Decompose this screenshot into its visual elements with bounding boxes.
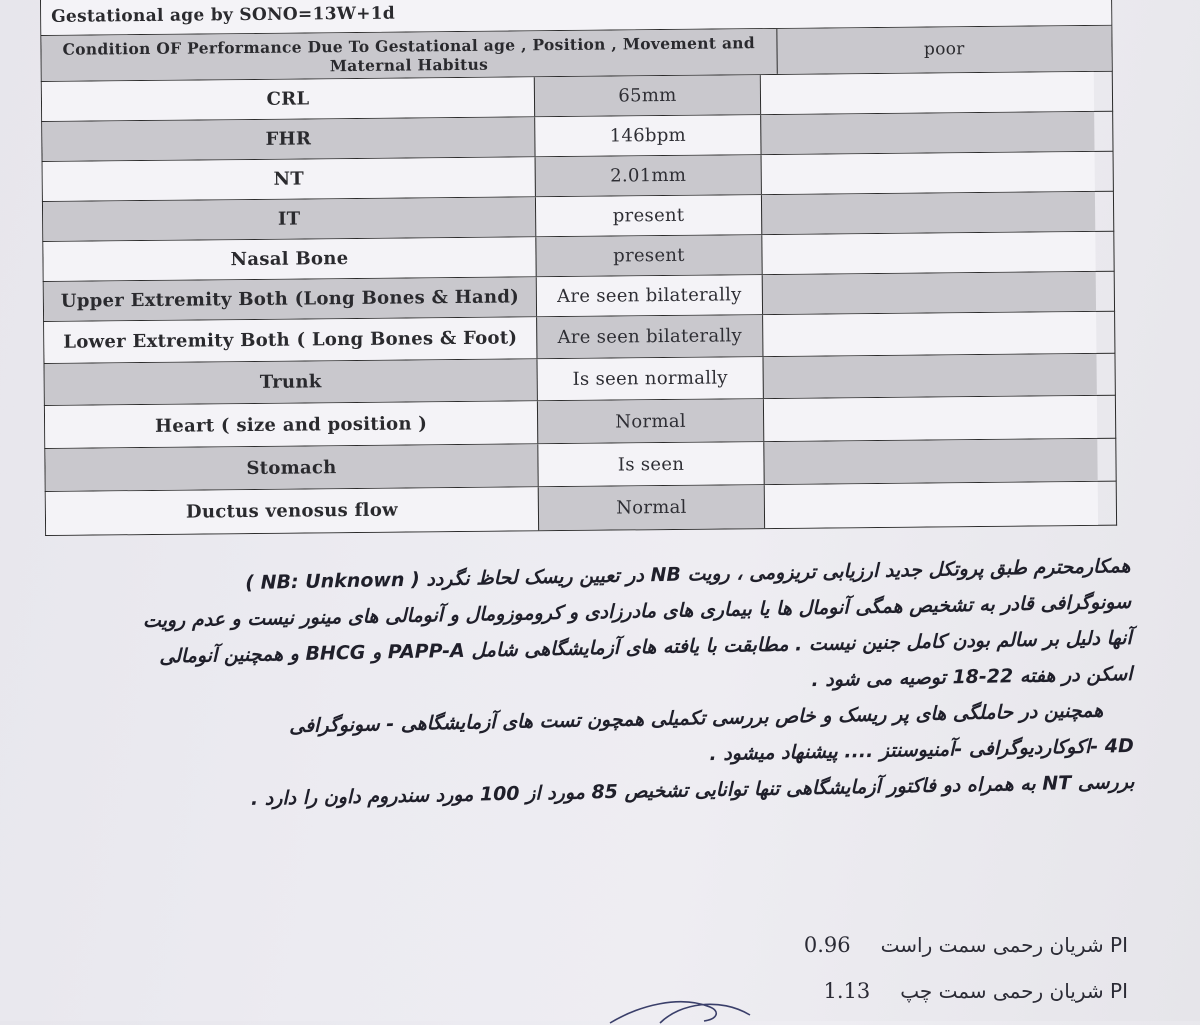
row-value: Are seen bilaterally xyxy=(536,315,762,358)
row-empty xyxy=(763,396,1097,441)
row-label: IT xyxy=(43,197,535,241)
row-label: Upper Extremity Both (Long Bones & Hand) xyxy=(44,277,536,321)
note-line: همکارمحترم طبق پروتکل جدید ارزیابی تریزومی ، رویت NB در تعیین ریسک لحاظ نگردد ( NB: Unknown ) xyxy=(245,554,1131,594)
row-value: 2.01mm xyxy=(535,155,761,196)
note-line: همچنین در حاملگی های پر ریسک و خاص بررسی تکمیلی همچون تست های آزمایشگاهی - سونوگرافی xyxy=(288,699,1104,738)
row-label: FHR xyxy=(42,117,534,161)
note-line: سونوگرافی قادر به تشخیص همگی آنومال ها یا بیماری های مادرزادی و کروموزومال و آنومالی های مینور نیست و عدم رویت xyxy=(142,590,1132,632)
note-line: آنها دلیل بر سالم بودن کامل جنین نیست . مطابقت با یافته های آزمایشگاهی شامل PAPP-A و BHCG و همچنین آنومالی xyxy=(159,626,1132,668)
row-value: Is seen normally xyxy=(536,357,762,400)
pi-left-row xyxy=(768,968,1128,1014)
row-empty xyxy=(764,482,1098,528)
row-value: Normal xyxy=(537,399,763,443)
note-line: اسکن در هفته 22-18 توصیه می شود . xyxy=(811,662,1133,692)
table-row-ductus-venosus xyxy=(45,482,1117,536)
row-label: Lower Extremity Both ( Long Bones & Foot) xyxy=(44,317,536,363)
row-label: Trunk xyxy=(45,359,537,405)
row-label: CRL xyxy=(42,77,534,121)
row-empty xyxy=(762,312,1096,356)
pi-values xyxy=(768,922,1128,1014)
condition-value: poor xyxy=(776,26,1112,74)
row-empty xyxy=(760,72,1094,114)
pi-right-row xyxy=(768,922,1128,968)
row-empty xyxy=(763,439,1097,484)
row-value: Is seen xyxy=(537,442,763,486)
note-line: بررسی NT به همراه دو فاکتور آزمایشگاهی تنها توانایی تشخیص 85 مورد از 100 مورد سندروم داون را دارد . xyxy=(250,770,1135,810)
pi-right-value: 0.96 xyxy=(803,933,851,957)
signature-scribble xyxy=(600,985,760,1025)
row-value: 65mm xyxy=(534,75,760,116)
row-label: Nasal Bone xyxy=(43,237,535,281)
row-empty xyxy=(761,192,1095,234)
row-label: Heart ( size and position ) xyxy=(45,401,537,448)
row-empty xyxy=(760,112,1094,154)
pi-left-label: PI شریان رحمی سمت چپ xyxy=(900,979,1128,1003)
row-value: Normal xyxy=(538,485,764,530)
pi-left-value: 1.13 xyxy=(823,979,871,1003)
row-label: Stomach xyxy=(45,444,537,491)
row-empty xyxy=(761,232,1095,274)
row-label: NT xyxy=(43,157,535,201)
row-label: Ductus venosus flow xyxy=(46,487,538,535)
persian-notes xyxy=(70,548,1135,820)
condition-label: Condition OF Performance Due To Gestational age , Position , Movement and Maternal Habitus xyxy=(41,29,776,81)
pi-right-label: PI شریان رحمی سمت راست xyxy=(880,933,1128,957)
gestational-age-text: Gestational age by SONO=13W+1d xyxy=(41,0,1111,35)
row-value: 146bpm xyxy=(534,115,760,156)
row-value: present xyxy=(535,195,761,236)
row-empty xyxy=(762,272,1096,314)
row-value: present xyxy=(535,235,761,276)
note-line: 4D -اکوکاردیوگرافی -آمنیوسنتز .... پیشنهاد میشود . xyxy=(709,734,1135,766)
row-empty xyxy=(762,354,1096,398)
row-value: Are seen bilaterally xyxy=(536,275,762,316)
report-table xyxy=(40,0,1117,536)
row-empty xyxy=(761,152,1095,194)
